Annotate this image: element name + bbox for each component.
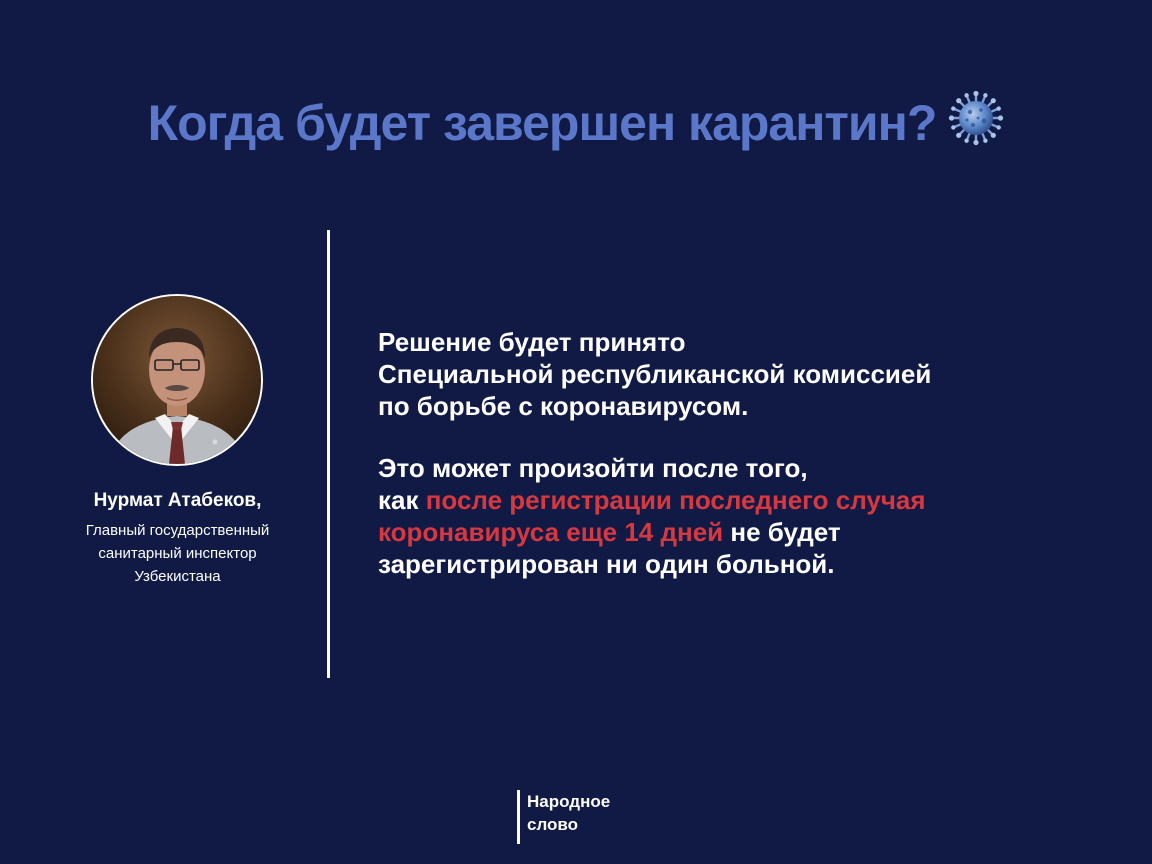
speaker-portrait bbox=[91, 294, 263, 466]
quote-line: как bbox=[378, 485, 426, 515]
quote-block bbox=[378, 326, 1098, 580]
coronavirus-icon bbox=[948, 90, 1004, 146]
speaker-role bbox=[40, 519, 315, 588]
quote-line: Это может произойти после того, bbox=[378, 453, 808, 483]
quote-line: по борьбе с коронавирусом. bbox=[378, 391, 749, 421]
quote-paragraph-1 bbox=[378, 326, 1098, 422]
speaker-role-line: санитарный инспектор bbox=[98, 545, 257, 562]
speaker-name: Нурмат Атабеков, bbox=[93, 490, 262, 511]
quote-line: Специальной республиканской комиссией bbox=[378, 359, 932, 389]
source-line: Народное bbox=[527, 792, 611, 811]
slide-title bbox=[0, 88, 1152, 158]
source-line: слово bbox=[527, 815, 579, 834]
quote-line: не будет bbox=[723, 517, 841, 547]
speaker-role-line: Главный государственный bbox=[85, 522, 270, 539]
quote-line: зарегистрирован ни один больной. bbox=[378, 549, 835, 579]
source-logo bbox=[517, 790, 610, 844]
quote-highlight: после регистрации последнего случая bbox=[425, 485, 926, 515]
speaker-role-line: Узбекистана bbox=[134, 568, 221, 585]
vertical-divider bbox=[327, 230, 330, 678]
quote-line: Решение будет принято bbox=[378, 327, 686, 357]
slide-title-text: Когда будет завершен карантин? bbox=[147, 95, 937, 151]
quote-highlight: коронавируса еще 14 дней bbox=[378, 517, 724, 547]
quote-paragraph-2 bbox=[378, 452, 1098, 580]
